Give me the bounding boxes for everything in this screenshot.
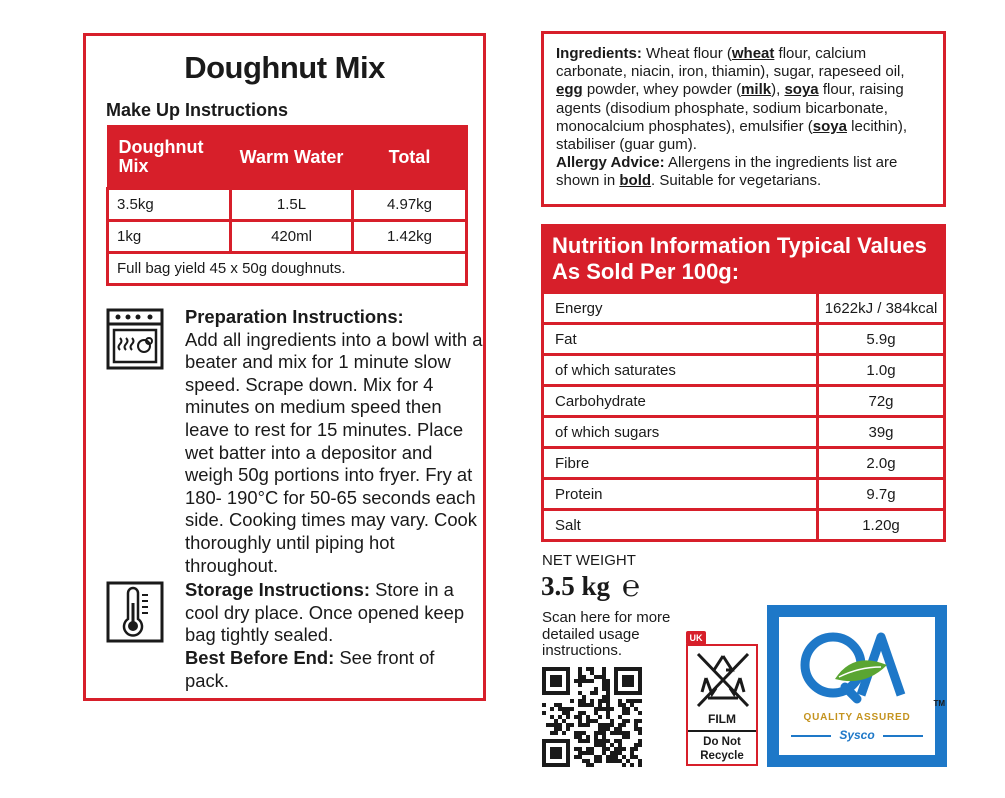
recycle-line1: Do Not — [703, 736, 741, 748]
best-before-text: See front of pack. — [185, 646, 435, 691]
ingredients-text: ), — [771, 81, 785, 99]
nutrition-table — [544, 291, 943, 539]
oven-icon — [106, 308, 164, 370]
nutrition-panel — [541, 224, 946, 542]
makeup-col-total: Total — [353, 126, 467, 189]
table-row — [544, 479, 943, 510]
quality-assured-logo — [767, 605, 947, 767]
ingredients-text: lecithin), stabiliser (guar gum). — [556, 117, 908, 154]
makeup-col-water: Warm Water — [231, 126, 353, 189]
nutrient-name: Protein — [544, 479, 818, 510]
preparation-heading: Preparation Instructions: — [185, 306, 404, 327]
nutrient-name: Carbohydrate — [544, 386, 818, 417]
table-row — [544, 386, 943, 417]
allergy-text: Allergens in the ingredients list are shown in — [556, 154, 898, 190]
storage-text: Store in a cool dry place. Once opened keep bag tightly sealed. — [185, 579, 465, 646]
table-row — [544, 510, 943, 540]
table-row — [544, 417, 943, 448]
trademark-mark: TM — [933, 699, 945, 708]
allergen-soya: soya — [812, 117, 847, 135]
qa-tagline: QUALITY ASSURED — [803, 712, 911, 723]
ingredients-label: Ingredients: — [556, 45, 642, 62]
recycle-crossed-icon — [692, 648, 754, 712]
allergen-milk: milk — [741, 81, 772, 99]
allergy-label: Allergy Advice: — [556, 154, 665, 172]
allergen-egg: egg — [556, 81, 583, 99]
storage-heading: Storage Instructions: — [185, 579, 370, 601]
thermometer-icon — [106, 581, 164, 643]
scan-instructions: Scan here for more detailed usage instructions. — [542, 609, 671, 660]
table-row — [544, 355, 943, 386]
table-cell: 4.97kg — [353, 189, 467, 221]
makeup-col-mix: Doughnut Mix — [108, 126, 231, 189]
makeup-table — [106, 125, 468, 286]
best-before-section — [185, 647, 483, 692]
allergy-text: . Suitable for vegetarians. — [651, 172, 822, 190]
nutrient-value: 1.20g — [818, 510, 944, 540]
table-cell: 1.5L — [231, 189, 353, 221]
ingredients-text: Wheat flour ( — [641, 45, 732, 62]
nutrient-name: Energy — [544, 293, 818, 324]
recycle-material: FILM — [708, 712, 736, 726]
table-row — [544, 448, 943, 479]
nutrient-name: of which sugars — [544, 417, 818, 448]
makeup-header-row — [108, 126, 467, 189]
brand-name: Sysco — [839, 728, 875, 742]
table-row — [544, 293, 943, 324]
recycle-status — [688, 730, 756, 764]
estimated-sign-icon: ℮ — [622, 570, 641, 603]
table-footer-row — [108, 253, 467, 285]
nutrient-value: 1.0g — [818, 355, 944, 386]
nutrition-heading: Nutrition Information Typical Values As Sold Per 100g: — [544, 227, 943, 291]
nutrient-name: Salt — [544, 510, 818, 540]
nutrient-name: of which saturates — [544, 355, 818, 386]
product-title: Doughnut Mix — [184, 50, 385, 85]
ingredients-text: flour, raising agents (disodium phosphate, sodium bicarbonate, monocalcium phosphates), emulsifier ( — [556, 81, 904, 135]
preparation-text: Add all ingredients into a bowl with a beater and mix for 1 minute slow speed. Scrape down. Mix for 4 minutes on medium speed then leave to rest for 15 minutes. Place wet batter into a depositor and weigh 50g portions into fryer. Fry at 180- 190°C for 50-65 seconds each side. Cooking times may vary. Cook thoroughly until piping hot throughout. — [185, 328, 483, 576]
ingredients-text: powder, whey powder ( — [582, 81, 742, 99]
best-before-heading: Best Before End: — [185, 646, 335, 668]
qa-logo-inner — [779, 617, 945, 755]
recycle-line2: Recycle — [700, 750, 744, 762]
nutrient-value: 72g — [818, 386, 944, 417]
ingredients-text: flour, calcium carbonate, niacin, iron, thiamin), sugar, rapeseed oil, — [556, 45, 905, 81]
uk-badge: UK — [686, 631, 706, 645]
allergen-soya: soya — [784, 81, 819, 99]
nutrient-value: 1622kJ / 384kcal — [818, 293, 944, 324]
nutrient-value: 9.7g — [818, 479, 944, 510]
net-weight-value: 3.5 kg — [541, 571, 611, 601]
qa-emblem-icon — [795, 625, 913, 707]
allergy-bold-word: bold — [619, 172, 652, 190]
table-row — [108, 189, 467, 221]
nutrient-name: Fat — [544, 324, 818, 355]
storage-section — [185, 579, 483, 647]
nutrient-value: 39g — [818, 417, 944, 448]
makeup-heading: Make Up Instructions — [106, 100, 289, 120]
nutrient-name: Fibre — [544, 448, 818, 479]
divider — [883, 735, 923, 737]
ingredients-box — [541, 31, 946, 207]
qr-code-icon[interactable] — [542, 667, 642, 767]
allergen-wheat: wheat — [731, 45, 775, 62]
recycling-label — [686, 644, 758, 766]
table-cell: 1kg — [108, 221, 231, 253]
nutrient-value: 2.0g — [818, 448, 944, 479]
yield-note: Full bag yield 45 x 50g doughnuts. — [108, 253, 467, 285]
instructions-panel — [83, 33, 486, 701]
net-weight-label: NET WEIGHT — [542, 552, 636, 569]
table-cell: 420ml — [231, 221, 353, 253]
table-cell: 3.5kg — [108, 189, 231, 221]
nutrient-value: 5.9g — [818, 324, 944, 355]
table-row — [108, 221, 467, 253]
preparation-section — [185, 306, 483, 577]
table-row — [544, 324, 943, 355]
instructions-text — [185, 306, 483, 692]
table-cell: 1.42kg — [353, 221, 467, 253]
